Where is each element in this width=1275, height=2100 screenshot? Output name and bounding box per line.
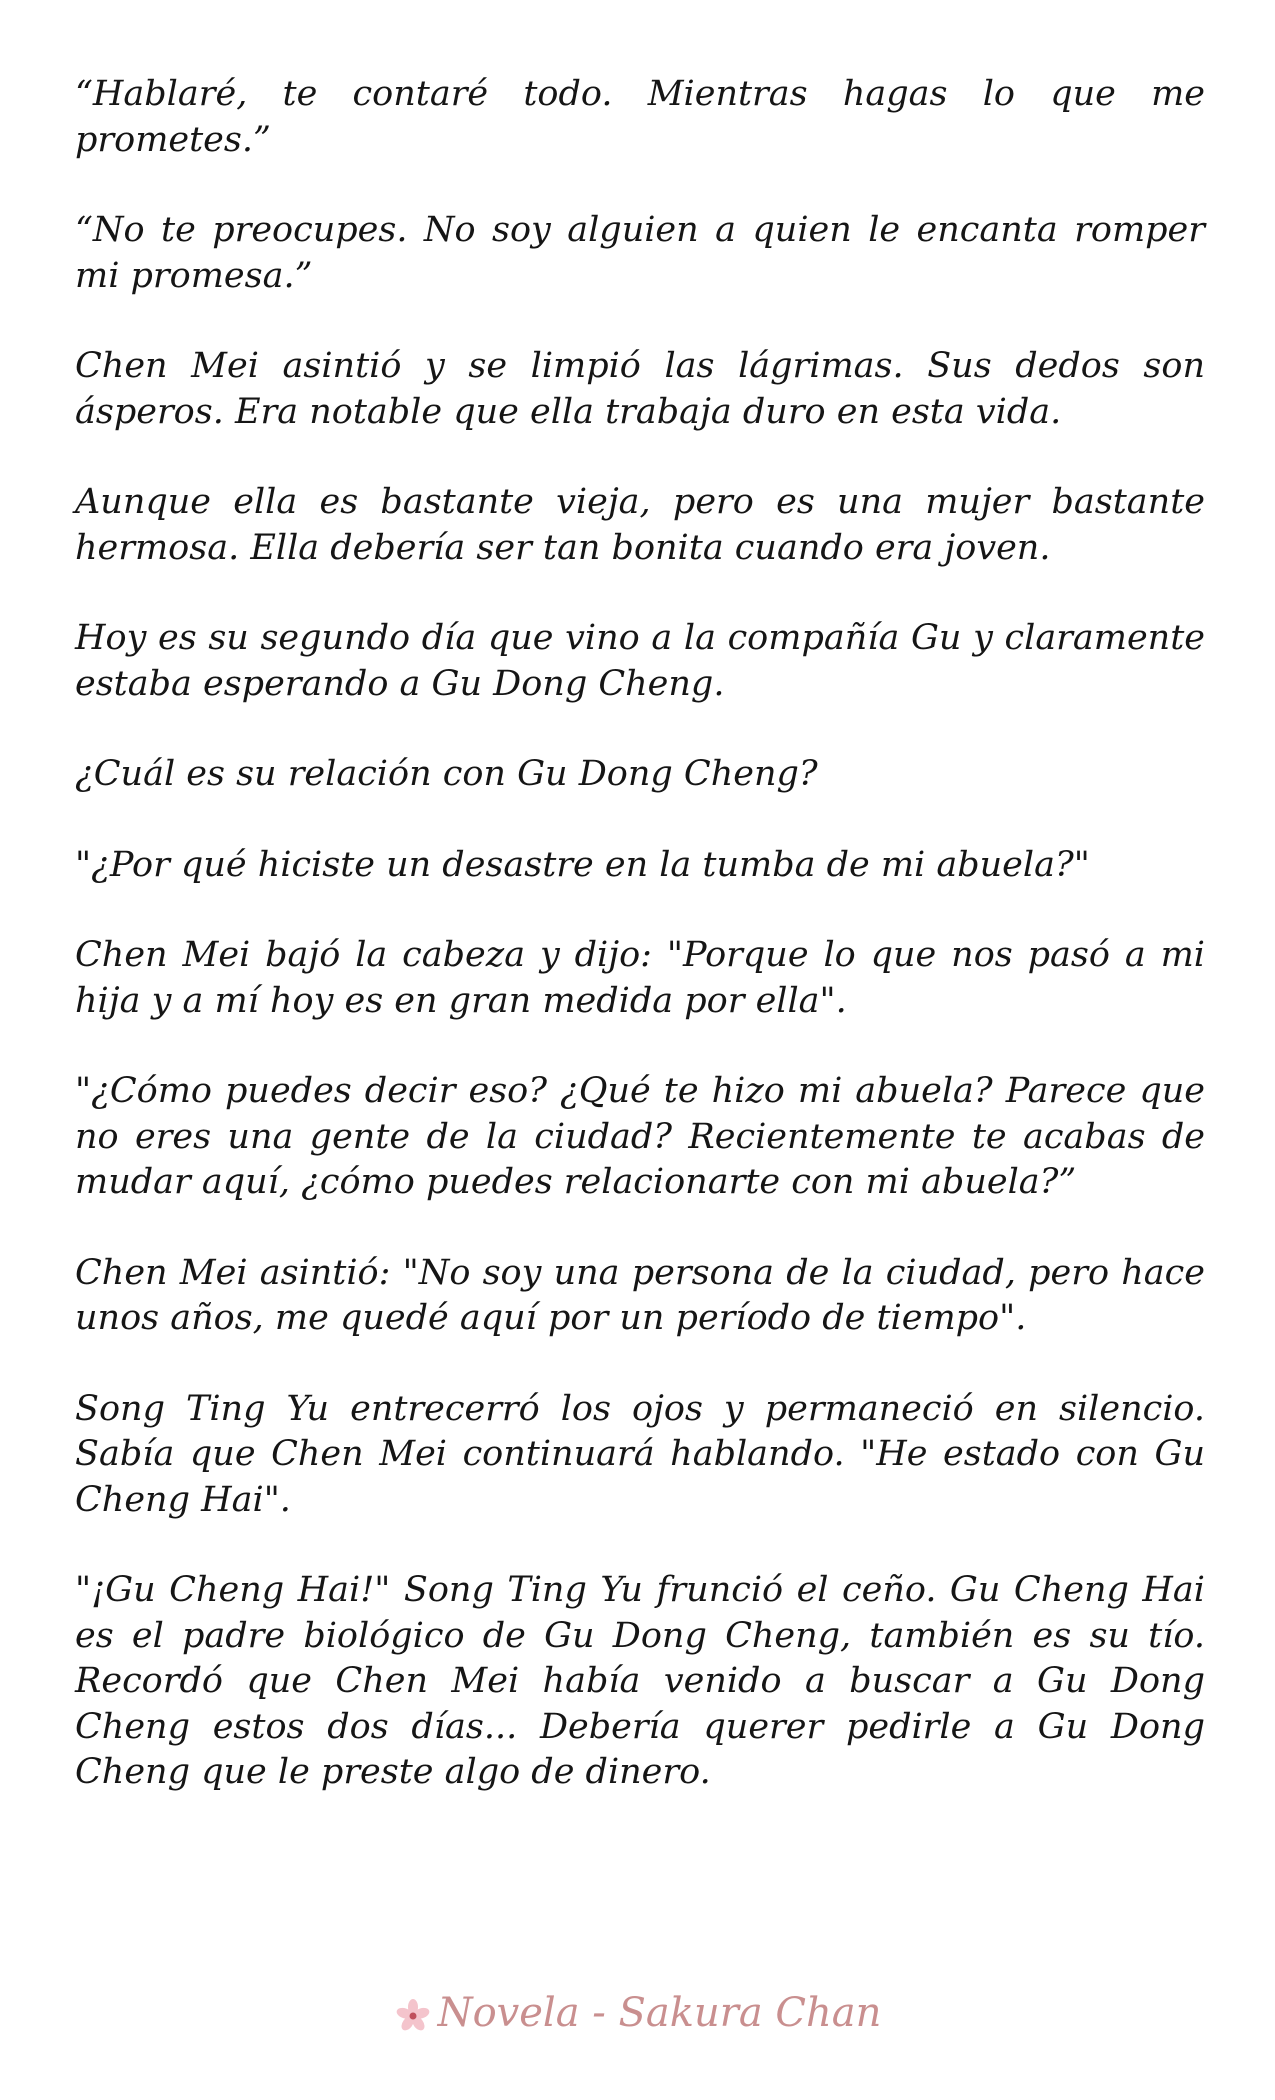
- paragraph-8: Chen Mei bajó la cabeza y dijo: "Porque lo que nos pasó a mi hija y a mí hoy es en gran medida por ella".: [75, 935, 1205, 1021]
- document-body: [75, 72, 1205, 1841]
- paragraph-11: Song Ting Yu entrecerró los ojos y permaneció en silencio. Sabía que Chen Mei continuará hablando. "He estado con Gu Cheng Hai".: [75, 1388, 1205, 1520]
- paragraph-4: Aunque ella es bastante vieja, pero es una mujer bastante hermosa. Ella debería ser tan bonita cuando era joven.: [75, 482, 1205, 568]
- paragraph-7: "¿Por qué hiciste un desastre en la tumba de mi abuela?": [75, 844, 1090, 885]
- paragraph-2: “No te preocupes. No soy alguien a quien le encanta romper mi promesa.”: [75, 210, 1205, 296]
- footer-text: Novela - Sakura Chan: [437, 1990, 882, 2036]
- paragraph-9: "¿Cómo puedes decir eso? ¿Qué te hizo mi abuela? Parece que no eres una gente de la ciudad? Recientemente te acabas de mudar aquí, ¿cómo puedes relacionarte con mi abuela?”: [75, 1071, 1205, 1202]
- footer-watermark: [0, 1990, 1275, 2036]
- paragraph-1: “Hablaré, te contaré todo. Mientras hagas lo que me prometes.”: [75, 74, 1205, 160]
- paragraph-3: Chen Mei asintió y se limpió las lágrimas. Sus dedos son ásperos. Era notable que ella trabaja duro en esta vida.: [75, 346, 1205, 432]
- sakura-flower-icon: [394, 1997, 432, 2035]
- paragraph-12: "¡Gu Cheng Hai!" Song Ting Yu frunció el ceño. Gu Cheng Hai es el padre biológico de Gu Dong Cheng, también es su tío. Recordó que Chen Mei había venido a buscar a Gu Dong Cheng estos dos días... Debería querer pedirle a Gu Dong Cheng que le preste algo de dinero.: [75, 1570, 1205, 1792]
- paragraph-10: Chen Mei asintió: "No soy una persona de la ciudad, pero hace unos años, me quedé aquí por un período de tiempo".: [75, 1252, 1205, 1338]
- paragraph-5: Hoy es su segundo día que vino a la compañía Gu y claramente estaba esperando a Gu Dong Cheng.: [75, 618, 1205, 704]
- paragraph-6: ¿Cuál es su relación con Gu Dong Cheng?: [75, 754, 818, 794]
